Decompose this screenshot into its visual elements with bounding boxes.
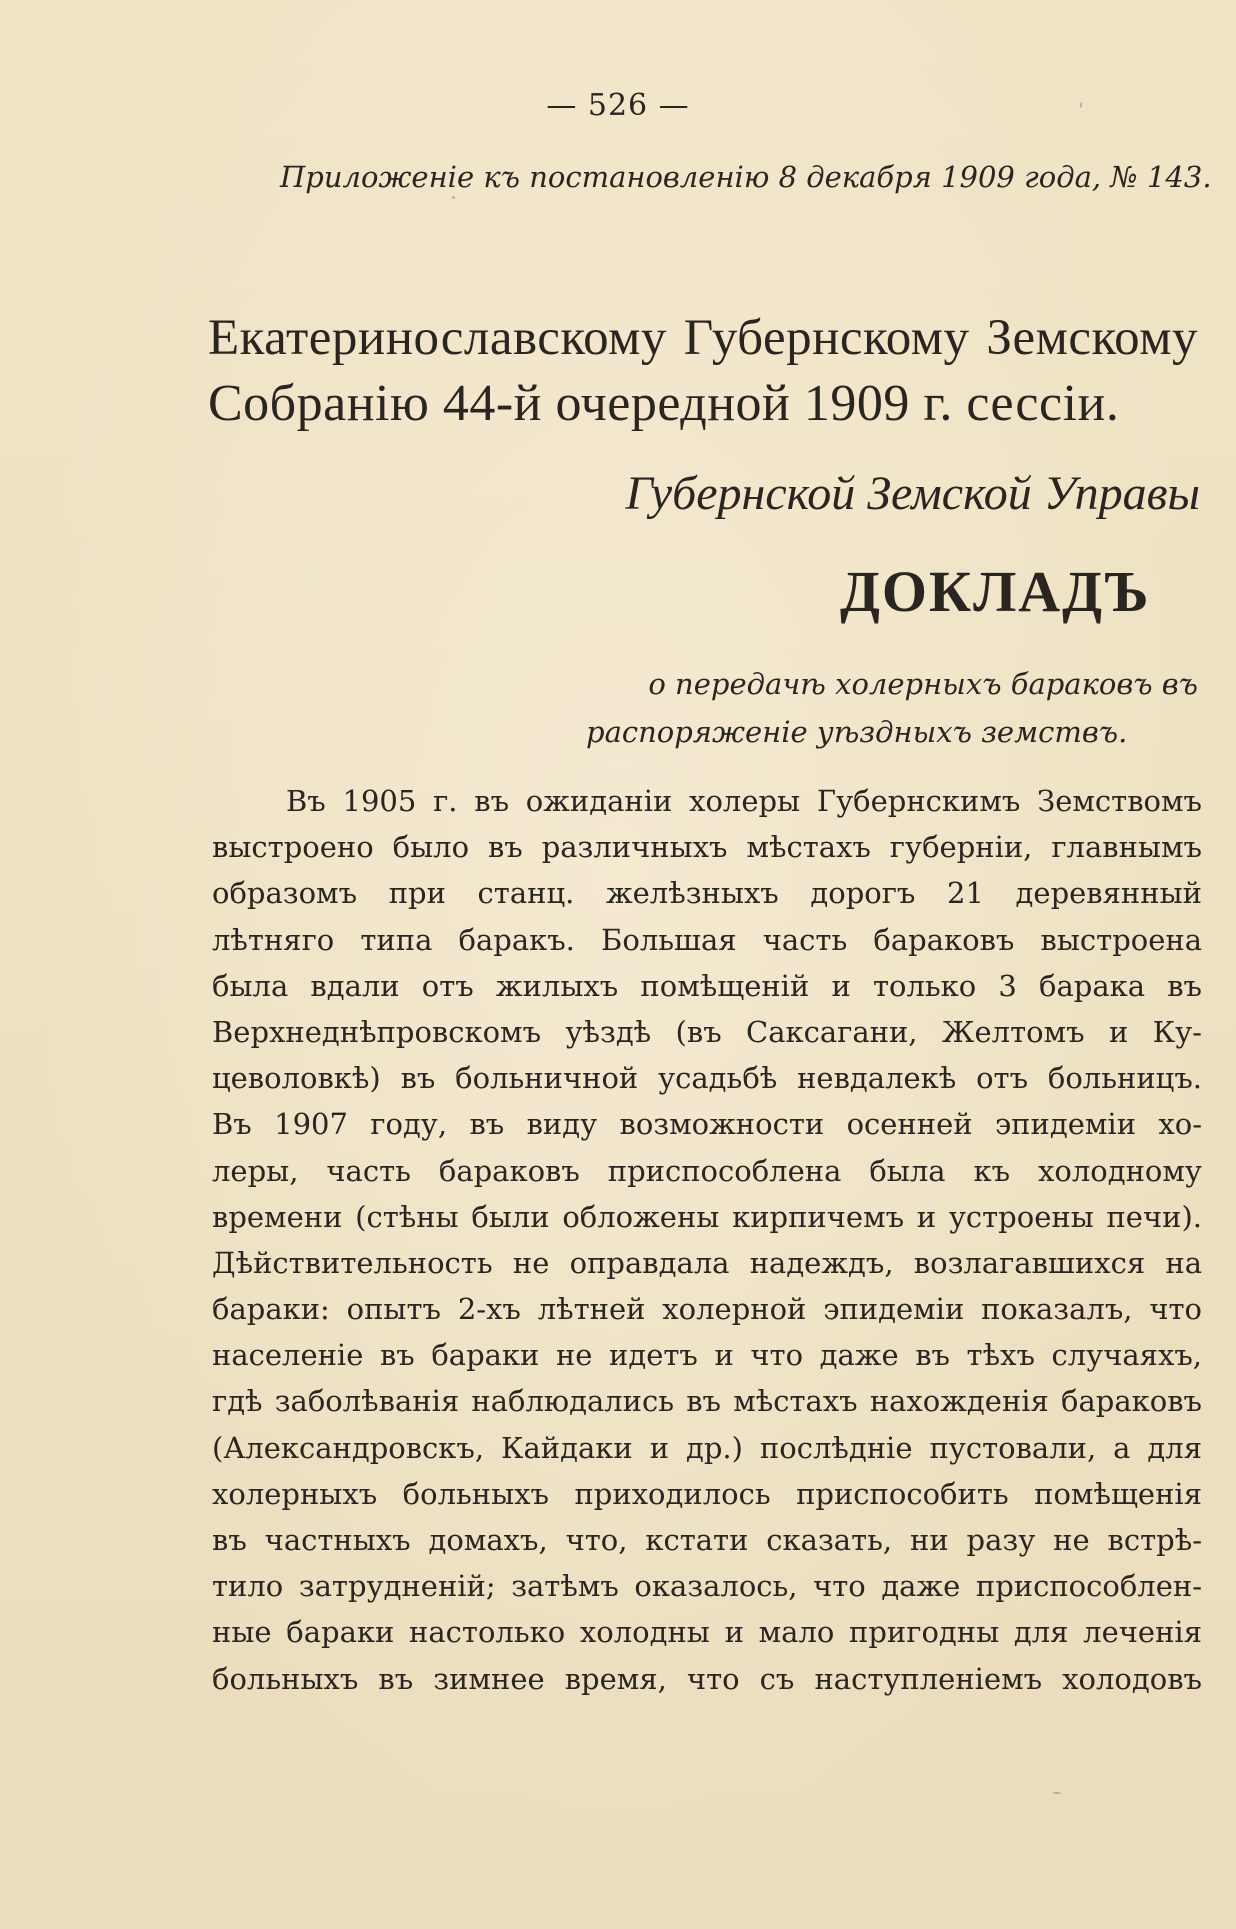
body-line: тило затрудненій; затѣмъ оказалось, что даже приспособлен- — [212, 1569, 1202, 1604]
paper-speck — [452, 196, 455, 199]
body-line: цеволовкѣ) въ больничной усадьбѣ невдалекѣ отъ больницъ. — [212, 1061, 1202, 1096]
body-line: лѣтняго типа баракъ. Большая часть бараковъ выстроена — [212, 922, 1202, 957]
report-title: ДОКЛАДЪ — [840, 559, 1151, 624]
heading-line: Екатеринославскому Губернскому Земскому — [208, 310, 1198, 366]
body-text — [212, 778, 1202, 1702]
administration-heading: Губернской Земской Управы — [625, 467, 1200, 520]
paper-speck — [1080, 102, 1082, 108]
page-number: — 526 — — [546, 88, 690, 123]
body-line: холерныхъ больныхъ приходилось приспособить помѣщенія — [212, 1476, 1202, 1511]
paper-speck — [1053, 1792, 1061, 1794]
body-line: времени (стѣны были обложены кирпичемъ и устроены печи). — [212, 1199, 1202, 1234]
body-line: выстроено было въ различныхъ мѣстахъ губерніи, главнымъ — [212, 830, 1202, 865]
subtitle-line: о передачѣ холерныхъ бараковъ въ — [648, 667, 1198, 701]
heading-line: Собранію 44-й очередной 1909 г. сессіи. — [208, 375, 1120, 432]
body-line: ные бараки настолько холодны и мало пригодны для леченія — [212, 1615, 1202, 1650]
body-line: населеніе въ бараки не идетъ и что даже въ тѣхъ случаяхъ, — [212, 1338, 1202, 1373]
body-line: (Александровскъ, Кайдаки и др.) послѣдніе пустовали, а для — [212, 1430, 1202, 1465]
body-line: въ частныхъ домахъ, что, кстати сказать, ни разу не встрѣ- — [212, 1523, 1202, 1557]
body-line: была вдали отъ жилыхъ помѣщеній и только 3 барака въ — [212, 968, 1202, 1003]
body-line: Въ 1905 г. въ ожиданіи холеры Губернскимъ Земствомъ — [286, 784, 1202, 818]
body-line: Верхнеднѣпровскомъ уѣздѣ (въ Саксагани, Желтомъ и Ку- — [212, 1014, 1202, 1049]
body-line: больныхъ въ зимнее время, что съ наступленіемъ холодовъ — [212, 1661, 1202, 1696]
body-line: леры, часть бараковъ приспособлена была къ холодному — [212, 1153, 1202, 1188]
subtitle-line: распоряженіе уѣздныхъ земствъ. — [586, 715, 1128, 749]
body-line: гдѣ заболѣванія наблюдались въ мѣстахъ нахожденія бараковъ — [212, 1384, 1202, 1419]
body-line: Въ 1907 году, въ виду возможности осенней эпидеміи хо- — [212, 1107, 1202, 1142]
body-line: бараки: опытъ 2-хъ лѣтней холерной эпидеміи показалъ, что — [212, 1292, 1202, 1327]
assembly-heading — [208, 305, 1198, 437]
body-line: образомъ при станц. желѣзныхъ дорогъ 21 деревянный — [212, 876, 1202, 911]
report-subtitle — [586, 660, 1198, 756]
appendix-note: Приложеніе къ постановленію 8 декабря 1909 года, № 143. — [280, 160, 1212, 194]
body-line: Дѣйствительность не оправдала надеждъ, возлагавшихся на — [212, 1245, 1202, 1280]
